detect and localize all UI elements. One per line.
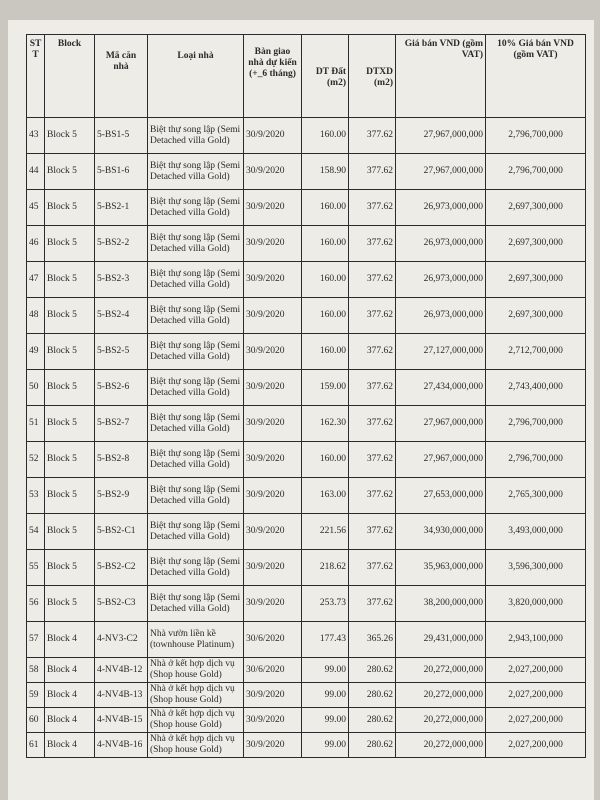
cell-ten-percent: 3,820,000,000 (486, 586, 586, 622)
cell-land-area: 160.00 (302, 442, 349, 478)
cell-build-area: 280.62 (349, 708, 396, 733)
cell-stt: 48 (27, 298, 45, 334)
cell-ten-percent: 2,796,700,000 (486, 406, 586, 442)
cell-block: Block 5 (45, 298, 95, 334)
cell-handover: 30/9/2020 (244, 514, 302, 550)
cell-ten-percent: 2,743,400,000 (486, 370, 586, 406)
cell-build-area: 280.62 (349, 683, 396, 708)
cell-ten-percent: 2,697,300,000 (486, 262, 586, 298)
cell-ten-percent: 3,493,000,000 (486, 514, 586, 550)
cell-price: 26,973,000,000 (396, 190, 486, 226)
cell-stt: 57 (27, 622, 45, 658)
cell-type: Biệt thự song lập (Semi Detached villa Gold) (148, 190, 244, 226)
cell-build-area: 377.62 (349, 514, 396, 550)
cell-handover: 30/6/2020 (244, 658, 302, 683)
cell-land-area: 159.00 (302, 370, 349, 406)
header-stt: ST T (27, 35, 45, 118)
cell-stt: 55 (27, 550, 45, 586)
cell-land-area: 160.00 (302, 298, 349, 334)
cell-code: 5-BS2-1 (95, 190, 148, 226)
table-row (27, 154, 586, 190)
cell-land-area: 160.00 (302, 226, 349, 262)
cell-block: Block 5 (45, 370, 95, 406)
cell-build-area: 377.62 (349, 334, 396, 370)
cell-ten-percent: 2,697,300,000 (486, 298, 586, 334)
cell-block: Block 5 (45, 550, 95, 586)
table-row (27, 442, 586, 478)
cell-land-area: 160.00 (302, 262, 349, 298)
cell-build-area: 280.62 (349, 658, 396, 683)
cell-block: Block 4 (45, 708, 95, 733)
cell-price: 20,272,000,000 (396, 708, 486, 733)
cell-price: 20,272,000,000 (396, 733, 486, 758)
cell-block: Block 5 (45, 478, 95, 514)
header-block: Block (45, 35, 95, 118)
cell-code: 5-BS2-6 (95, 370, 148, 406)
cell-price: 26,973,000,000 (396, 262, 486, 298)
cell-handover: 30/9/2020 (244, 298, 302, 334)
table-row (27, 118, 586, 154)
cell-land-area: 253.73 (302, 586, 349, 622)
cell-build-area: 377.62 (349, 406, 396, 442)
cell-ten-percent: 2,796,700,000 (486, 154, 586, 190)
cell-type: Biệt thự song lập (Semi Detached villa Gold) (148, 298, 244, 334)
cell-land-area: 99.00 (302, 708, 349, 733)
cell-code: 4-NV4B-16 (95, 733, 148, 758)
cell-ten-percent: 2,943,100,000 (486, 622, 586, 658)
cell-stt: 46 (27, 226, 45, 262)
cell-code: 5-BS2-C2 (95, 550, 148, 586)
document-page (8, 20, 594, 800)
cell-block: Block 5 (45, 262, 95, 298)
cell-land-area: 99.00 (302, 658, 349, 683)
cell-price: 27,653,000,000 (396, 478, 486, 514)
cell-price: 38,200,000,000 (396, 586, 486, 622)
cell-build-area: 280.62 (349, 733, 396, 758)
cell-land-area: 160.00 (302, 190, 349, 226)
cell-block: Block 5 (45, 406, 95, 442)
cell-handover: 30/9/2020 (244, 190, 302, 226)
cell-block: Block 5 (45, 154, 95, 190)
cell-build-area: 377.62 (349, 550, 396, 586)
table-row (27, 683, 586, 708)
cell-price: 26,973,000,000 (396, 298, 486, 334)
cell-block: Block 5 (45, 586, 95, 622)
cell-handover: 30/9/2020 (244, 118, 302, 154)
table-row (27, 514, 586, 550)
header-ten-percent: 10% Giá bán VND (gồm VAT) (486, 35, 586, 118)
cell-block: Block 5 (45, 442, 95, 478)
cell-code: 5-BS2-8 (95, 442, 148, 478)
cell-handover: 30/9/2020 (244, 708, 302, 733)
cell-price: 27,967,000,000 (396, 154, 486, 190)
table-row (27, 190, 586, 226)
cell-build-area: 377.62 (349, 154, 396, 190)
cell-build-area: 377.62 (349, 190, 396, 226)
cell-code: 5-BS2-5 (95, 334, 148, 370)
cell-ten-percent: 2,027,200,000 (486, 658, 586, 683)
table-row (27, 550, 586, 586)
cell-code: 5-BS2-2 (95, 226, 148, 262)
cell-code: 5-BS2-4 (95, 298, 148, 334)
cell-stt: 60 (27, 708, 45, 733)
cell-stt: 54 (27, 514, 45, 550)
cell-handover: 30/9/2020 (244, 586, 302, 622)
cell-code: 4-NV4B-15 (95, 708, 148, 733)
cell-land-area: 163.00 (302, 478, 349, 514)
cell-stt: 53 (27, 478, 45, 514)
cell-stt: 50 (27, 370, 45, 406)
cell-block: Block 4 (45, 622, 95, 658)
table-row (27, 406, 586, 442)
cell-block: Block 5 (45, 190, 95, 226)
cell-code: 5-BS2-C3 (95, 586, 148, 622)
cell-handover: 30/9/2020 (244, 683, 302, 708)
cell-ten-percent: 2,796,700,000 (486, 442, 586, 478)
cell-type: Biệt thự song lập (Semi Detached villa Gold) (148, 226, 244, 262)
cell-code: 5-BS1-6 (95, 154, 148, 190)
cell-build-area: 377.62 (349, 226, 396, 262)
table-row (27, 298, 586, 334)
cell-handover: 30/9/2020 (244, 334, 302, 370)
table-row (27, 226, 586, 262)
cell-type: Nhà ở kết hợp dịch vụ (Shop house Gold) (148, 658, 244, 683)
cell-ten-percent: 2,796,700,000 (486, 118, 586, 154)
cell-price: 20,272,000,000 (396, 658, 486, 683)
cell-ten-percent: 2,765,300,000 (486, 478, 586, 514)
header-row (27, 35, 586, 118)
header-type: Loại nhà (148, 35, 244, 118)
header-handover: Bàn giao nhà dự kiến (+_6 tháng) (244, 35, 302, 118)
cell-stt: 49 (27, 334, 45, 370)
cell-code: 5-BS2-3 (95, 262, 148, 298)
cell-land-area: 177.43 (302, 622, 349, 658)
cell-handover: 30/9/2020 (244, 406, 302, 442)
cell-code: 5-BS1-5 (95, 118, 148, 154)
cell-handover: 30/9/2020 (244, 733, 302, 758)
cell-type: Biệt thự song lập (Semi Detached villa Gold) (148, 334, 244, 370)
cell-ten-percent: 2,027,200,000 (486, 683, 586, 708)
table-row (27, 658, 586, 683)
cell-handover: 30/9/2020 (244, 442, 302, 478)
table-row (27, 586, 586, 622)
cell-handover: 30/9/2020 (244, 478, 302, 514)
cell-type: Nhà ở kết hợp dịch vụ (Shop house Gold) (148, 683, 244, 708)
cell-code: 4-NV4B-13 (95, 683, 148, 708)
header-land-area: DT Đất (m2) (302, 35, 349, 118)
cell-handover: 30/9/2020 (244, 262, 302, 298)
cell-stt: 56 (27, 586, 45, 622)
cell-block: Block 5 (45, 226, 95, 262)
cell-stt: 58 (27, 658, 45, 683)
cell-block: Block 4 (45, 683, 95, 708)
cell-type: Nhà vườn liền kề (townhouse Platinum) (148, 622, 244, 658)
cell-build-area: 377.62 (349, 370, 396, 406)
header-price: Giá bán VND (gồm VAT) (396, 35, 486, 118)
table-row (27, 622, 586, 658)
cell-code: 4-NV4B-12 (95, 658, 148, 683)
cell-type: Biệt thự song lập (Semi Detached villa Gold) (148, 370, 244, 406)
cell-handover: 30/9/2020 (244, 370, 302, 406)
table-row (27, 370, 586, 406)
cell-type: Biệt thự song lập (Semi Detached villa Gold) (148, 262, 244, 298)
cell-stt: 45 (27, 190, 45, 226)
cell-price: 27,127,000,000 (396, 334, 486, 370)
price-table (26, 34, 586, 758)
cell-price: 20,272,000,000 (396, 683, 486, 708)
cell-type: Biệt thự song lập (Semi Detached villa Gold) (148, 586, 244, 622)
cell-block: Block 5 (45, 514, 95, 550)
cell-stt: 52 (27, 442, 45, 478)
cell-type: Biệt thự song lập (Semi Detached villa Gold) (148, 514, 244, 550)
table-row (27, 334, 586, 370)
cell-code: 5-BS2-7 (95, 406, 148, 442)
cell-land-area: 221.56 (302, 514, 349, 550)
cell-stt: 61 (27, 733, 45, 758)
cell-price: 29,431,000,000 (396, 622, 486, 658)
cell-code: 5-BS2-9 (95, 478, 148, 514)
cell-land-area: 99.00 (302, 683, 349, 708)
cell-price: 27,967,000,000 (396, 406, 486, 442)
cell-build-area: 377.62 (349, 442, 396, 478)
cell-block: Block 4 (45, 733, 95, 758)
cell-ten-percent: 2,697,300,000 (486, 226, 586, 262)
cell-price: 35,963,000,000 (396, 550, 486, 586)
table-row (27, 733, 586, 758)
cell-stt: 59 (27, 683, 45, 708)
cell-price: 27,967,000,000 (396, 442, 486, 478)
cell-type: Biệt thự song lập (Semi Detached villa Gold) (148, 478, 244, 514)
cell-ten-percent: 2,027,200,000 (486, 733, 586, 758)
cell-stt: 51 (27, 406, 45, 442)
cell-land-area: 162.30 (302, 406, 349, 442)
cell-type: Nhà ở kết hợp dịch vụ (Shop house Gold) (148, 708, 244, 733)
cell-ten-percent: 2,712,700,000 (486, 334, 586, 370)
cell-land-area: 99.00 (302, 733, 349, 758)
cell-ten-percent: 2,697,300,000 (486, 190, 586, 226)
cell-build-area: 377.62 (349, 478, 396, 514)
header-code: Mã căn nhà (95, 35, 148, 118)
cell-stt: 47 (27, 262, 45, 298)
header-build-area: DTXD (m2) (349, 35, 396, 118)
cell-type: Biệt thự song lập (Semi Detached villa Gold) (148, 406, 244, 442)
cell-price: 27,967,000,000 (396, 118, 486, 154)
cell-handover: 30/9/2020 (244, 226, 302, 262)
cell-land-area: 158.90 (302, 154, 349, 190)
cell-build-area: 365.26 (349, 622, 396, 658)
cell-price: 27,434,000,000 (396, 370, 486, 406)
cell-land-area: 160.00 (302, 334, 349, 370)
cell-block: Block 5 (45, 118, 95, 154)
cell-type: Biệt thự song lập (Semi Detached villa Gold) (148, 118, 244, 154)
cell-land-area: 160.00 (302, 118, 349, 154)
cell-build-area: 377.62 (349, 586, 396, 622)
cell-ten-percent: 2,027,200,000 (486, 708, 586, 733)
cell-handover: 30/9/2020 (244, 154, 302, 190)
cell-type: Biệt thự song lập (Semi Detached villa Gold) (148, 154, 244, 190)
table-row (27, 708, 586, 733)
cell-block: Block 4 (45, 658, 95, 683)
cell-type: Nhà ở kết hợp dịch vụ (Shop house Gold) (148, 733, 244, 758)
cell-code: 5-BS2-C1 (95, 514, 148, 550)
cell-build-area: 377.62 (349, 262, 396, 298)
cell-type: Biệt thự song lập (Semi Detached villa Gold) (148, 442, 244, 478)
cell-price: 34,930,000,000 (396, 514, 486, 550)
cell-ten-percent: 3,596,300,000 (486, 550, 586, 586)
cell-stt: 44 (27, 154, 45, 190)
table-row (27, 262, 586, 298)
cell-stt: 43 (27, 118, 45, 154)
cell-build-area: 377.62 (349, 298, 396, 334)
cell-land-area: 218.62 (302, 550, 349, 586)
cell-price: 26,973,000,000 (396, 226, 486, 262)
cell-handover: 30/9/2020 (244, 550, 302, 586)
cell-handover: 30/6/2020 (244, 622, 302, 658)
cell-code: 4-NV3-C2 (95, 622, 148, 658)
cell-block: Block 5 (45, 334, 95, 370)
cell-build-area: 377.62 (349, 118, 396, 154)
table-row (27, 478, 586, 514)
cell-type: Biệt thự song lập (Semi Detached villa Gold) (148, 550, 244, 586)
